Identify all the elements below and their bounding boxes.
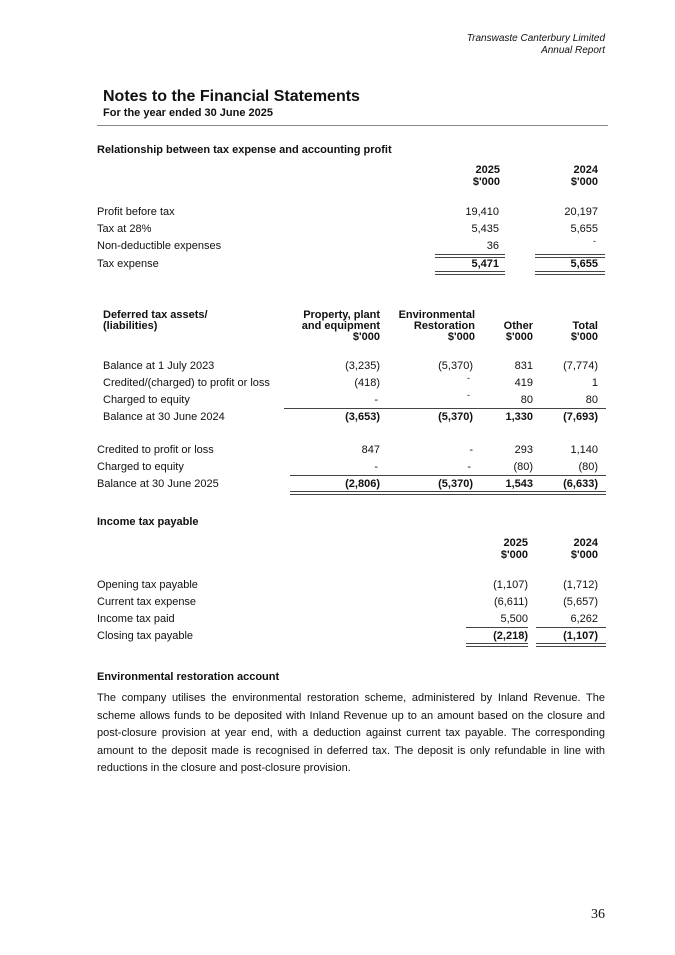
- value-other: 1,543: [505, 478, 533, 490]
- value-ppe: -: [374, 394, 378, 406]
- row-label: Income tax paid: [97, 613, 175, 625]
- value-2025: (6,611): [493, 596, 528, 608]
- col-header-2025: [501, 537, 528, 561]
- company-name: Transwaste Canterbury Limited: [466, 33, 605, 44]
- page-title: Notes to the Financial Statements: [103, 88, 360, 105]
- value-2024: 6,262: [570, 613, 598, 625]
- value-2024: 5,655: [570, 258, 598, 270]
- value-ppe: 847: [361, 444, 380, 456]
- value-2024: (5,657): [563, 596, 598, 608]
- value-env: -: [467, 390, 470, 400]
- value-env: -: [467, 373, 470, 383]
- total-rule: [290, 491, 606, 495]
- table-row: [0, 444, 675, 460]
- table-row: [0, 596, 675, 612]
- value-2025: 5,500: [500, 613, 528, 625]
- row-label: Current tax expense: [97, 596, 197, 608]
- row-label: Tax expense: [97, 258, 159, 270]
- title-rule: [97, 125, 608, 126]
- col-header-2024: [571, 537, 598, 561]
- row-label: Balance at 1 July 2023: [103, 360, 215, 372]
- value-2024: -: [593, 236, 596, 246]
- value-total: (7,774): [563, 360, 598, 372]
- value-env: -: [467, 461, 471, 473]
- unit: $'000: [570, 331, 598, 343]
- row-label: Opening tax payable: [97, 579, 198, 591]
- value-ppe: (2,806): [345, 478, 380, 490]
- unit: $'000: [472, 176, 500, 188]
- value-total: 1: [591, 377, 598, 389]
- page-number: 36: [591, 907, 605, 922]
- value-2025: 36: [486, 240, 499, 252]
- table-row-total: [0, 411, 675, 427]
- env-restoration-heading: Environmental restoration account: [97, 671, 280, 683]
- row-label: Credited to profit or loss: [97, 444, 214, 456]
- value-total: (6,633): [563, 478, 598, 490]
- year: 2024: [573, 537, 598, 549]
- row-label: Closing tax payable: [97, 630, 194, 642]
- row-label: Tax at 28%: [97, 223, 152, 235]
- total-rule: [466, 643, 528, 647]
- col-header-other: [504, 321, 533, 343]
- value-env: (5,370): [438, 478, 473, 490]
- table-row: [0, 223, 675, 239]
- page-subtitle: For the year ended 30 June 2025: [103, 107, 273, 119]
- row-label: Non-deductible expenses: [97, 240, 222, 252]
- value-total: 80: [585, 394, 598, 406]
- year: 2025: [503, 537, 528, 549]
- report-name: Annual Report: [541, 45, 605, 56]
- col-header-ppe: [302, 310, 380, 343]
- value-2025: 19,410: [465, 206, 499, 218]
- value-2025: 5,471: [471, 258, 499, 270]
- heading-line: Deferred tax assets/: [103, 309, 208, 321]
- unit: $'000: [352, 331, 380, 343]
- value-ppe: (418): [354, 377, 380, 389]
- value-total: 1,140: [570, 444, 598, 456]
- value-other: (80): [513, 461, 533, 473]
- value-other: 293: [514, 444, 533, 456]
- row-label: Charged to equity: [97, 461, 184, 473]
- value-env: (5,370): [438, 360, 473, 372]
- heading-line: (liabilities): [103, 320, 158, 332]
- header-line: Total: [572, 320, 598, 332]
- value-ppe: (3,653): [345, 411, 380, 423]
- deferred-tax-heading: [103, 310, 208, 332]
- row-label: Charged to equity: [103, 394, 190, 406]
- unit: $'000: [570, 176, 598, 188]
- unit: $'000: [570, 549, 598, 561]
- value-total: (7,693): [563, 411, 598, 423]
- subtotal-rule: [284, 408, 606, 409]
- row-label: Profit before tax: [97, 206, 175, 218]
- value-other: 80: [520, 394, 533, 406]
- header-line: Restoration: [413, 320, 475, 332]
- year: 2025: [475, 164, 500, 176]
- table-row: [0, 579, 675, 595]
- value-2025: 5,435: [471, 223, 499, 235]
- subtotal-rule: [290, 475, 606, 476]
- value-2025: (2,218): [493, 630, 528, 642]
- value-other: 1,330: [505, 411, 533, 423]
- value-2024: (1,107): [563, 630, 598, 642]
- value-env: (5,370): [438, 411, 473, 423]
- subtotal-rule: [536, 627, 606, 628]
- table-row: [0, 373, 675, 393]
- table-row: [0, 360, 675, 376]
- value-2024: (1,712): [563, 579, 598, 591]
- row-label: Credited/(charged) to profit or loss: [103, 377, 270, 389]
- env-restoration-paragraph: The company utilises the environmental restoration scheme, administered by Inland Revenue. The scheme allows funds to be deposited with Inland Revenue up to an amount based on the closure and post-closure provision at year end, with a deduction against current tax payable. The corresponding amount to the deposit made is recognised in deferred tax. The deposit is only refundable in line with reductions in the closure and post-closure provision.: [97, 692, 605, 775]
- header-line: Property, plant: [303, 309, 380, 321]
- table-row: [0, 206, 675, 222]
- year: 2024: [573, 164, 598, 176]
- unit: $'000: [505, 331, 533, 343]
- value-other: 419: [514, 377, 533, 389]
- unit: $'000: [500, 549, 528, 561]
- header-line: Other: [503, 320, 533, 332]
- value-env: -: [469, 444, 473, 456]
- value-other: 831: [514, 360, 533, 372]
- unit: $'000: [447, 331, 475, 343]
- row-label: Balance at 30 June 2025: [97, 478, 219, 490]
- total-rule: [435, 271, 505, 275]
- value-2025: (1,107): [493, 579, 528, 591]
- row-label: Balance at 30 June 2024: [103, 411, 225, 423]
- value-ppe: (3,235): [345, 360, 380, 372]
- col-header-2024: [518, 164, 598, 188]
- value-2024: 20,197: [564, 206, 598, 218]
- col-header-2025: [420, 164, 500, 188]
- col-header-env: [399, 310, 475, 343]
- total-rule: [536, 643, 606, 647]
- value-2024: 5,655: [570, 223, 598, 235]
- header-line: and equipment: [301, 320, 380, 332]
- value-total: (80): [578, 461, 598, 473]
- col-header-total: [571, 321, 598, 343]
- header-line: Environmental: [398, 309, 475, 321]
- income-tax-heading: Income tax payable: [97, 516, 199, 528]
- total-rule: [535, 271, 605, 275]
- value-ppe: -: [374, 461, 378, 473]
- tax-relationship-heading: Relationship between tax expense and accounting profit: [97, 144, 392, 156]
- subtotal-rule: [466, 627, 528, 628]
